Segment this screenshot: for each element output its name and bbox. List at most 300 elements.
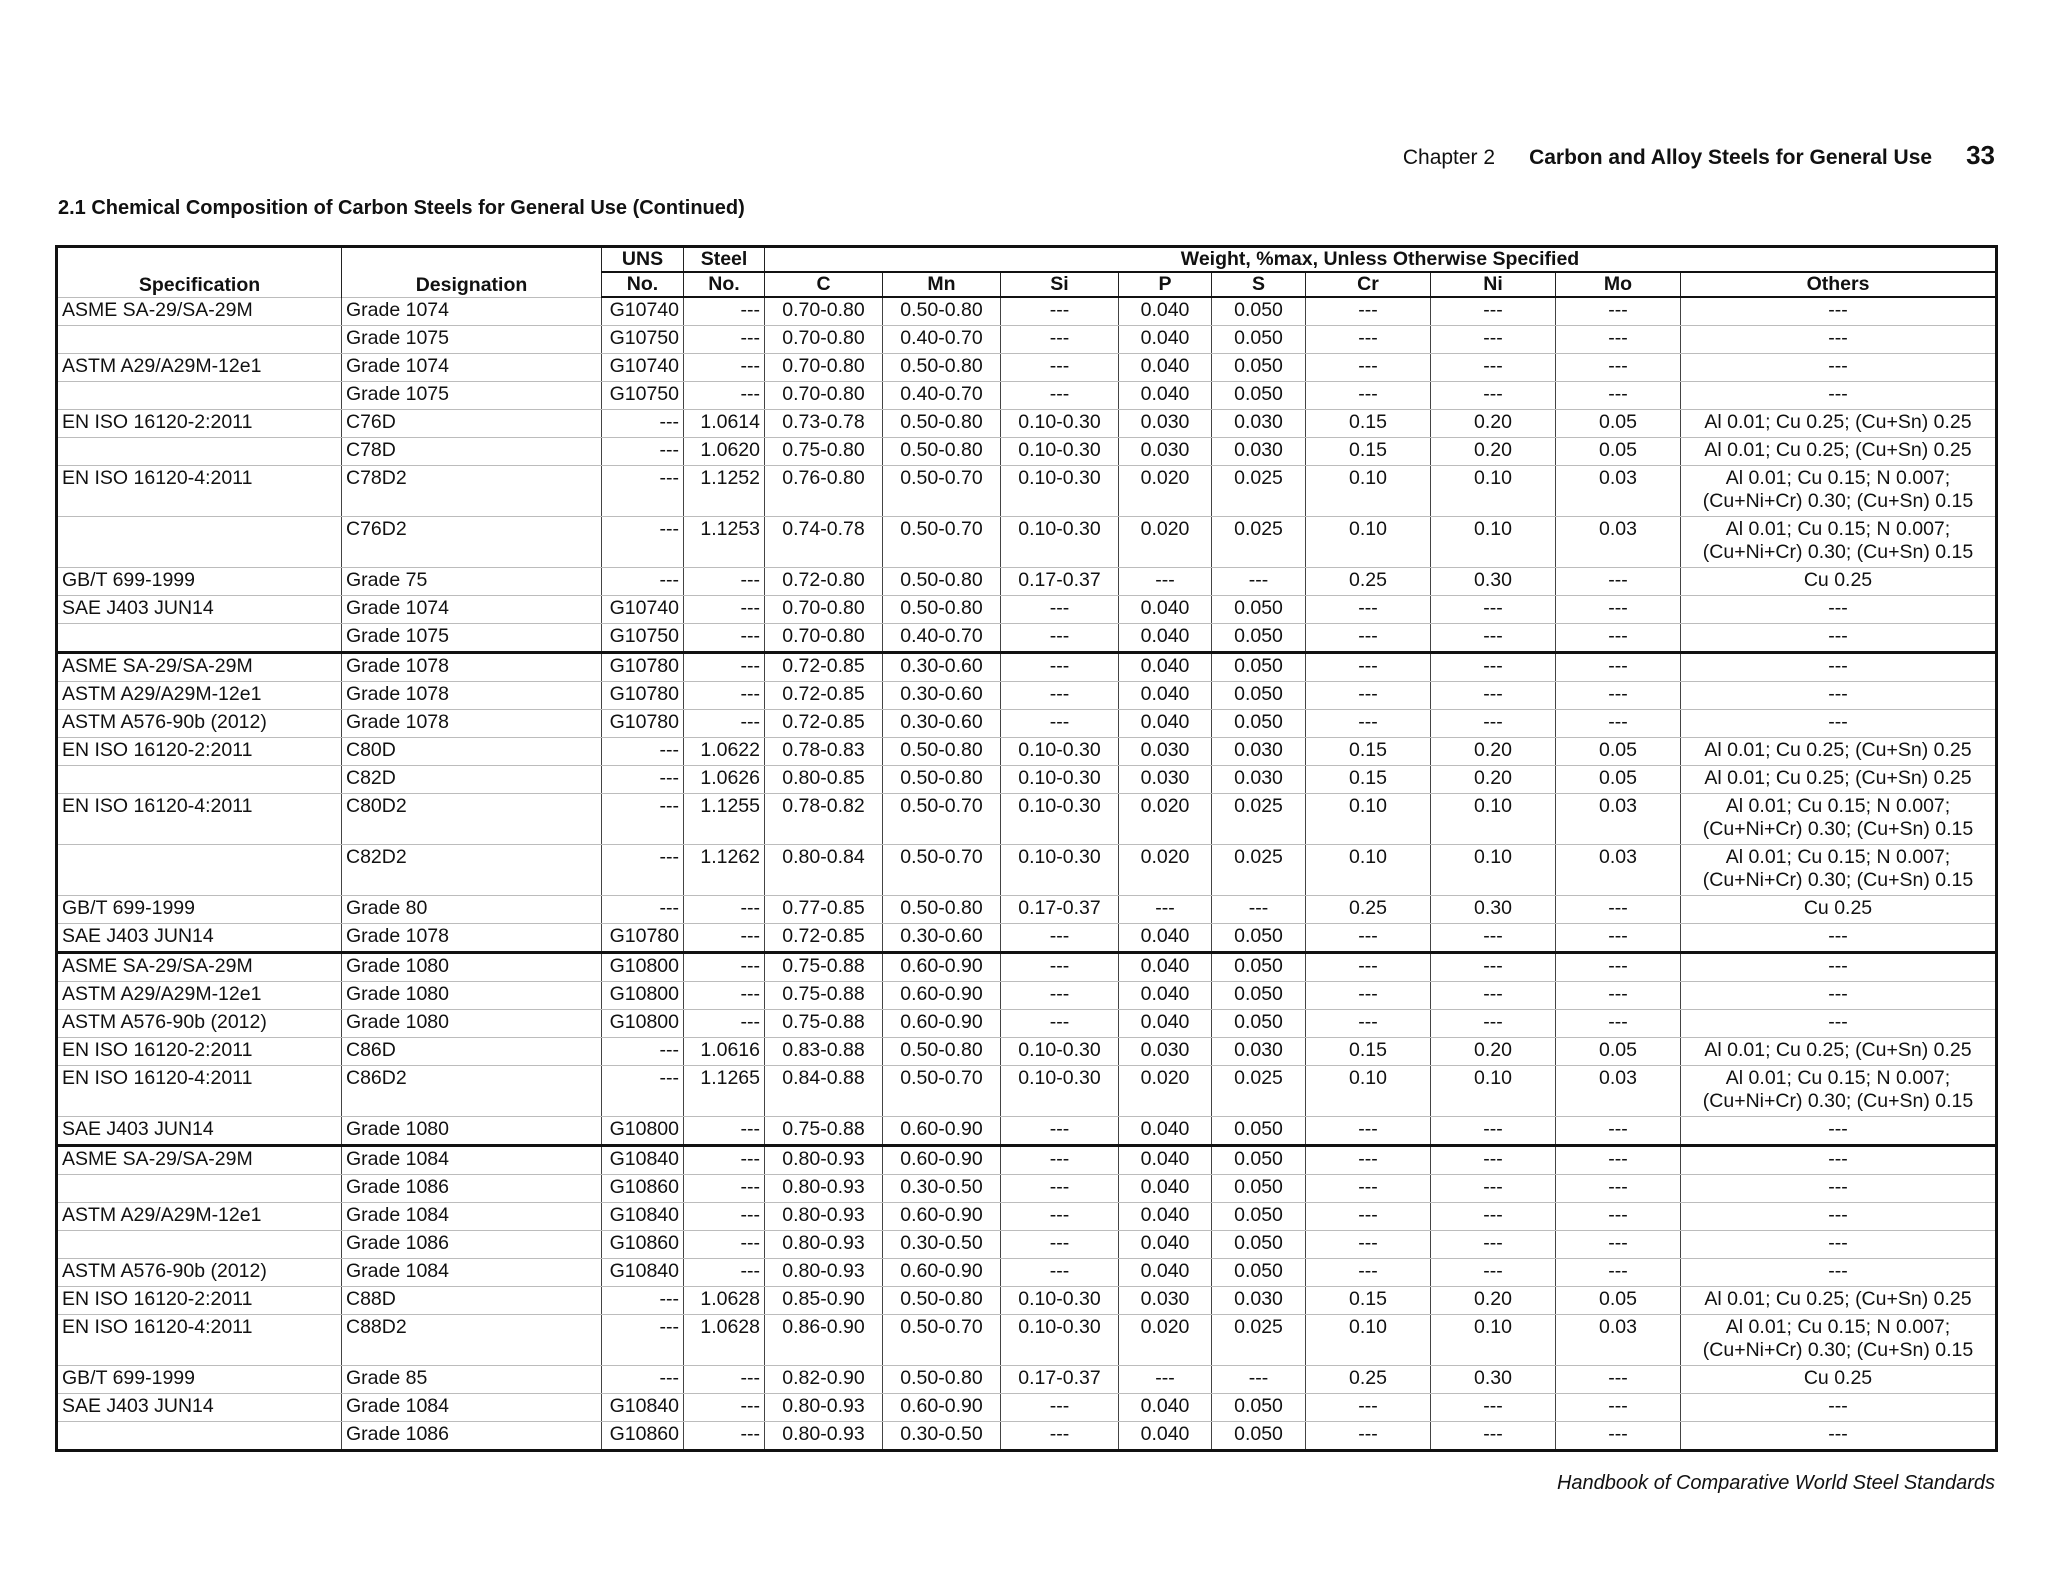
col-header-uns: UNS — [602, 247, 684, 273]
others-line: (Cu+Ni+Cr) 0.30; (Cu+Sn) 0.15 — [1702, 490, 1974, 512]
cell-uns-no: --- — [602, 568, 684, 596]
cell-others — [1681, 766, 1997, 794]
cell-designation: Grade 1084 — [342, 1203, 602, 1231]
cell-ni: --- — [1431, 982, 1556, 1010]
cell-s: 0.050 — [1212, 1394, 1306, 1422]
cell-mo: --- — [1556, 354, 1681, 382]
cell-cr: --- — [1306, 354, 1431, 382]
cell-si: 0.10-0.30 — [1001, 845, 1119, 896]
cell-c: 0.74-0.78 — [765, 517, 883, 568]
cell-uns-no: G10800 — [602, 953, 684, 982]
cell-others — [1681, 1231, 1997, 1259]
cell-steel-no: 1.0616 — [684, 1038, 765, 1066]
cell-specification — [57, 1175, 342, 1203]
cell-ni: --- — [1431, 1117, 1556, 1146]
cell-mn: 0.50-0.70 — [883, 517, 1001, 568]
others-line: --- — [1828, 625, 1848, 647]
cell-c: 0.80-0.84 — [765, 845, 883, 896]
cell-designation: Grade 1074 — [342, 596, 602, 624]
cell-specification: SAE J403 JUN14 — [57, 596, 342, 624]
cell-designation: Grade 1080 — [342, 953, 602, 982]
cell-si: --- — [1001, 1175, 1119, 1203]
cell-ni: --- — [1431, 1203, 1556, 1231]
cell-specification: ASTM A29/A29M-12e1 — [57, 682, 342, 710]
cell-others — [1681, 710, 1997, 738]
cell-cr: --- — [1306, 1394, 1431, 1422]
table-row — [57, 1010, 1997, 1038]
cell-designation: Grade 1080 — [342, 1117, 602, 1146]
cell-others — [1681, 438, 1997, 466]
cell-mn: 0.30-0.50 — [883, 1231, 1001, 1259]
cell-si: --- — [1001, 297, 1119, 326]
cell-c: 0.83-0.88 — [765, 1038, 883, 1066]
cell-designation: C86D2 — [342, 1066, 602, 1117]
cell-cr: 0.25 — [1306, 1366, 1431, 1394]
cell-steel-no: --- — [684, 710, 765, 738]
cell-specification: ASTM A29/A29M-12e1 — [57, 354, 342, 382]
col-header-mo: Mo — [1556, 272, 1681, 297]
table-row — [57, 1066, 1997, 1117]
others-line: --- — [1828, 327, 1848, 349]
col-header-specification: Specification — [57, 247, 342, 298]
cell-mo: 0.05 — [1556, 1038, 1681, 1066]
others-line: (Cu+Ni+Cr) 0.30; (Cu+Sn) 0.15 — [1702, 1339, 1974, 1361]
cell-mn: 0.50-0.70 — [883, 466, 1001, 517]
table-title: 2.1 Chemical Composition of Carbon Steels for General Use (Continued) — [58, 197, 745, 219]
cell-ni: --- — [1431, 1175, 1556, 1203]
cell-c: 0.70-0.80 — [765, 624, 883, 653]
table-row — [57, 1203, 1997, 1231]
cell-specification — [57, 845, 342, 896]
cell-c: 0.75-0.88 — [765, 982, 883, 1010]
cell-c: 0.70-0.80 — [765, 596, 883, 624]
cell-others — [1681, 1287, 1997, 1315]
cell-others — [1681, 517, 1997, 568]
table-row — [57, 382, 1997, 410]
cell-cr: --- — [1306, 953, 1431, 982]
cell-ni: 0.30 — [1431, 1366, 1556, 1394]
cell-mn: 0.40-0.70 — [883, 326, 1001, 354]
cell-specification: GB/T 699-1999 — [57, 896, 342, 924]
cell-steel-no: --- — [684, 297, 765, 326]
cell-steel-no: 1.0614 — [684, 410, 765, 438]
cell-s: 0.050 — [1212, 624, 1306, 653]
table-row — [57, 517, 1997, 568]
cell-si: --- — [1001, 1231, 1119, 1259]
cell-designation: C82D — [342, 766, 602, 794]
cell-designation: C76D — [342, 410, 602, 438]
table-row — [57, 845, 1997, 896]
cell-c: 0.75-0.88 — [765, 953, 883, 982]
others-line: --- — [1828, 299, 1848, 321]
cell-others — [1681, 682, 1997, 710]
cell-uns-no: --- — [602, 1315, 684, 1366]
cell-mo: --- — [1556, 297, 1681, 326]
cell-others — [1681, 738, 1997, 766]
others-line: (Cu+Ni+Cr) 0.30; (Cu+Sn) 0.15 — [1702, 818, 1974, 840]
cell-ni: 0.10 — [1431, 845, 1556, 896]
cell-ni: --- — [1431, 326, 1556, 354]
cell-c: 0.72-0.80 — [765, 568, 883, 596]
others-line: Al 0.01; Cu 0.25; (Cu+Sn) 0.25 — [1704, 767, 1972, 789]
cell-c: 0.82-0.90 — [765, 1366, 883, 1394]
cell-c: 0.75-0.80 — [765, 438, 883, 466]
cell-si: --- — [1001, 710, 1119, 738]
cell-si: 0.10-0.30 — [1001, 766, 1119, 794]
cell-s: 0.030 — [1212, 1038, 1306, 1066]
cell-s: 0.030 — [1212, 766, 1306, 794]
cell-p: 0.040 — [1119, 1422, 1212, 1451]
cell-specification — [57, 624, 342, 653]
others-line: Cu 0.25 — [1803, 897, 1873, 919]
table-row — [57, 1175, 1997, 1203]
cell-p: --- — [1119, 1366, 1212, 1394]
cell-mo: --- — [1556, 924, 1681, 953]
cell-mn: 0.60-0.90 — [883, 1259, 1001, 1287]
cell-si: 0.10-0.30 — [1001, 1315, 1119, 1366]
cell-mo: --- — [1556, 653, 1681, 682]
cell-uns-no: G10780 — [602, 710, 684, 738]
cell-specification: ASME SA-29/SA-29M — [57, 653, 342, 682]
cell-designation: Grade 1086 — [342, 1175, 602, 1203]
others-line: --- — [1828, 955, 1848, 977]
cell-si: --- — [1001, 1259, 1119, 1287]
cell-designation: Grade 1080 — [342, 982, 602, 1010]
cell-p: 0.020 — [1119, 1066, 1212, 1117]
cell-mn: 0.30-0.60 — [883, 653, 1001, 682]
cell-specification: GB/T 699-1999 — [57, 1366, 342, 1394]
cell-mo: --- — [1556, 1394, 1681, 1422]
cell-ni: 0.20 — [1431, 410, 1556, 438]
cell-uns-no: G10740 — [602, 297, 684, 326]
cell-si: 0.10-0.30 — [1001, 1066, 1119, 1117]
cell-ni: --- — [1431, 596, 1556, 624]
cell-steel-no: --- — [684, 653, 765, 682]
cell-mn: 0.50-0.80 — [883, 438, 1001, 466]
cell-uns-no: --- — [602, 896, 684, 924]
cell-ni: --- — [1431, 354, 1556, 382]
table-row — [57, 624, 1997, 653]
table-row — [57, 1117, 1997, 1146]
others-line: --- — [1828, 355, 1848, 377]
cell-steel-no: --- — [684, 382, 765, 410]
cell-specification — [57, 1231, 342, 1259]
cell-c: 0.72-0.85 — [765, 682, 883, 710]
cell-mo: --- — [1556, 624, 1681, 653]
cell-mn: 0.60-0.90 — [883, 1394, 1001, 1422]
cell-mo: --- — [1556, 1010, 1681, 1038]
cell-cr: --- — [1306, 924, 1431, 953]
cell-si: --- — [1001, 1010, 1119, 1038]
cell-mn: 0.50-0.80 — [883, 354, 1001, 382]
col-header-steel-no: No. — [684, 272, 765, 297]
cell-c: 0.80-0.93 — [765, 1175, 883, 1203]
table-row — [57, 982, 1997, 1010]
cell-uns-no: G10750 — [602, 326, 684, 354]
cell-ni: 0.30 — [1431, 568, 1556, 596]
cell-steel-no: --- — [684, 1231, 765, 1259]
table-row — [57, 1422, 1997, 1451]
cell-mn: 0.30-0.60 — [883, 710, 1001, 738]
cell-c: 0.80-0.93 — [765, 1203, 883, 1231]
cell-steel-no: --- — [684, 326, 765, 354]
cell-si: --- — [1001, 982, 1119, 1010]
cell-p: 0.030 — [1119, 1038, 1212, 1066]
cell-mn: 0.40-0.70 — [883, 382, 1001, 410]
cell-si: 0.10-0.30 — [1001, 738, 1119, 766]
cell-mo: 0.05 — [1556, 410, 1681, 438]
cell-mo: 0.05 — [1556, 766, 1681, 794]
cell-p: 0.030 — [1119, 738, 1212, 766]
cell-si: --- — [1001, 1146, 1119, 1175]
cell-designation: Grade 85 — [342, 1366, 602, 1394]
cell-uns-no: --- — [602, 1287, 684, 1315]
cell-mo: --- — [1556, 1422, 1681, 1451]
cell-steel-no: 1.1252 — [684, 466, 765, 517]
composition-table-container — [55, 245, 1995, 1452]
cell-others — [1681, 568, 1997, 596]
cell-cr: 0.10 — [1306, 466, 1431, 517]
cell-ni: --- — [1431, 1010, 1556, 1038]
cell-steel-no: --- — [684, 896, 765, 924]
table-row — [57, 1259, 1997, 1287]
cell-others — [1681, 466, 1997, 517]
cell-p: 0.040 — [1119, 1394, 1212, 1422]
cell-steel-no: 1.0622 — [684, 738, 765, 766]
cell-cr: --- — [1306, 1146, 1431, 1175]
cell-designation: C76D2 — [342, 517, 602, 568]
cell-s: 0.050 — [1212, 924, 1306, 953]
others-line: --- — [1828, 1176, 1848, 1198]
cell-others — [1681, 1315, 1997, 1366]
cell-others — [1681, 982, 1997, 1010]
others-line: --- — [1828, 1148, 1848, 1170]
cell-mn: 0.60-0.90 — [883, 1146, 1001, 1175]
table-body — [57, 297, 1997, 1451]
cell-ni: 0.20 — [1431, 1038, 1556, 1066]
table-row — [57, 1146, 1997, 1175]
cell-c: 0.72-0.85 — [765, 653, 883, 682]
cell-others — [1681, 896, 1997, 924]
cell-s: 0.050 — [1212, 1146, 1306, 1175]
cell-s: 0.030 — [1212, 438, 1306, 466]
cell-steel-no: --- — [684, 624, 765, 653]
cell-cr: --- — [1306, 1231, 1431, 1259]
cell-mn: 0.50-0.80 — [883, 738, 1001, 766]
cell-others — [1681, 1422, 1997, 1451]
cell-mo: --- — [1556, 596, 1681, 624]
table-row — [57, 1231, 1997, 1259]
cell-mo: --- — [1556, 1203, 1681, 1231]
cell-cr: --- — [1306, 982, 1431, 1010]
cell-s: --- — [1212, 568, 1306, 596]
cell-others — [1681, 653, 1997, 682]
cell-mn: 0.30-0.60 — [883, 682, 1001, 710]
cell-p: 0.040 — [1119, 710, 1212, 738]
cell-steel-no: --- — [684, 1259, 765, 1287]
cell-designation: C78D — [342, 438, 602, 466]
cell-steel-no: --- — [684, 1175, 765, 1203]
cell-others — [1681, 326, 1997, 354]
cell-ni: --- — [1431, 624, 1556, 653]
cell-mo: 0.03 — [1556, 1315, 1681, 1366]
cell-ni: --- — [1431, 1231, 1556, 1259]
cell-si: --- — [1001, 682, 1119, 710]
others-line: --- — [1828, 655, 1848, 677]
cell-specification: ASTM A576-90b (2012) — [57, 1259, 342, 1287]
cell-si: --- — [1001, 354, 1119, 382]
cell-c: 0.85-0.90 — [765, 1287, 883, 1315]
cell-designation: Grade 1086 — [342, 1231, 602, 1259]
cell-si: --- — [1001, 653, 1119, 682]
cell-uns-no: G10800 — [602, 1117, 684, 1146]
cell-s: 0.050 — [1212, 653, 1306, 682]
cell-ni: 0.20 — [1431, 738, 1556, 766]
cell-specification: SAE J403 JUN14 — [57, 1117, 342, 1146]
cell-s: 0.050 — [1212, 1422, 1306, 1451]
others-line: (Cu+Ni+Cr) 0.30; (Cu+Sn) 0.15 — [1702, 1090, 1974, 1112]
cell-specification: ASME SA-29/SA-29M — [57, 1146, 342, 1175]
cell-c: 0.80-0.93 — [765, 1231, 883, 1259]
cell-mn: 0.50-0.70 — [883, 794, 1001, 845]
cell-p: 0.040 — [1119, 1259, 1212, 1287]
cell-designation: C78D2 — [342, 466, 602, 517]
cell-p: 0.040 — [1119, 653, 1212, 682]
cell-p: 0.020 — [1119, 466, 1212, 517]
cell-uns-no: G10860 — [602, 1175, 684, 1203]
cell-ni: --- — [1431, 953, 1556, 982]
cell-uns-no: G10750 — [602, 624, 684, 653]
cell-s: 0.050 — [1212, 354, 1306, 382]
book-footer: Handbook of Comparative World Steel Standards — [1556, 1472, 1995, 1494]
cell-steel-no: 1.1262 — [684, 845, 765, 896]
cell-mo: --- — [1556, 1117, 1681, 1146]
cell-uns-no: --- — [602, 845, 684, 896]
cell-designation: C86D — [342, 1038, 602, 1066]
cell-mo: --- — [1556, 896, 1681, 924]
cell-others — [1681, 845, 1997, 896]
col-header-cr: Cr — [1306, 272, 1431, 297]
cell-others — [1681, 1175, 1997, 1203]
cell-ni: 0.30 — [1431, 896, 1556, 924]
cell-uns-no: --- — [602, 438, 684, 466]
cell-uns-no: G10800 — [602, 1010, 684, 1038]
cell-steel-no: --- — [684, 924, 765, 953]
cell-uns-no: G10780 — [602, 924, 684, 953]
cell-si: 0.10-0.30 — [1001, 410, 1119, 438]
others-line: Al 0.01; Cu 0.15; N 0.007; — [1725, 1067, 1951, 1089]
cell-c: 0.75-0.88 — [765, 1010, 883, 1038]
cell-steel-no: --- — [684, 1010, 765, 1038]
table-row — [57, 596, 1997, 624]
col-header-weight-group: Weight, %max, Unless Otherwise Specified — [765, 247, 1997, 273]
table-row — [57, 738, 1997, 766]
cell-mn: 0.60-0.90 — [883, 1117, 1001, 1146]
cell-ni: --- — [1431, 1394, 1556, 1422]
cell-p: 0.040 — [1119, 924, 1212, 953]
cell-designation: C80D2 — [342, 794, 602, 845]
cell-si: --- — [1001, 1203, 1119, 1231]
cell-steel-no: 1.1253 — [684, 517, 765, 568]
cell-designation: Grade 75 — [342, 568, 602, 596]
cell-designation: Grade 1078 — [342, 682, 602, 710]
col-header-ni: Ni — [1431, 272, 1556, 297]
cell-cr: --- — [1306, 710, 1431, 738]
cell-others — [1681, 1259, 1997, 1287]
cell-si: 0.10-0.30 — [1001, 794, 1119, 845]
cell-si: 0.17-0.37 — [1001, 1366, 1119, 1394]
cell-mn: 0.60-0.90 — [883, 982, 1001, 1010]
cell-s: 0.050 — [1212, 682, 1306, 710]
cell-others — [1681, 1394, 1997, 1422]
cell-uns-no: G10780 — [602, 682, 684, 710]
table-row — [57, 1394, 1997, 1422]
cell-s: 0.050 — [1212, 382, 1306, 410]
cell-p: 0.030 — [1119, 1287, 1212, 1315]
cell-uns-no: G10860 — [602, 1422, 684, 1451]
others-line: --- — [1828, 1118, 1848, 1140]
cell-specification — [57, 382, 342, 410]
cell-designation: C80D — [342, 738, 602, 766]
cell-c: 0.77-0.85 — [765, 896, 883, 924]
cell-si: 0.17-0.37 — [1001, 568, 1119, 596]
cell-p: 0.040 — [1119, 1231, 1212, 1259]
cell-si: 0.17-0.37 — [1001, 896, 1119, 924]
cell-uns-no: --- — [602, 1066, 684, 1117]
cell-s: 0.050 — [1212, 982, 1306, 1010]
cell-ni: --- — [1431, 710, 1556, 738]
cell-mo: --- — [1556, 1231, 1681, 1259]
cell-c: 0.78-0.82 — [765, 794, 883, 845]
cell-s: 0.050 — [1212, 1231, 1306, 1259]
col-header-uns-no: No. — [602, 272, 684, 297]
table-row — [57, 710, 1997, 738]
cell-ni: --- — [1431, 382, 1556, 410]
cell-mn: 0.30-0.50 — [883, 1175, 1001, 1203]
table-row — [57, 438, 1997, 466]
cell-steel-no: --- — [684, 1394, 765, 1422]
cell-p: 0.040 — [1119, 624, 1212, 653]
cell-p: 0.040 — [1119, 1117, 1212, 1146]
cell-mo: 0.03 — [1556, 794, 1681, 845]
cell-specification: EN ISO 16120-4:2011 — [57, 466, 342, 517]
cell-c: 0.72-0.85 — [765, 924, 883, 953]
cell-specification: EN ISO 16120-4:2011 — [57, 1315, 342, 1366]
cell-others — [1681, 1010, 1997, 1038]
cell-mo: 0.03 — [1556, 517, 1681, 568]
table-row — [57, 653, 1997, 682]
cell-specification — [57, 517, 342, 568]
cell-mo: --- — [1556, 710, 1681, 738]
table-row — [57, 1315, 1997, 1366]
cell-cr: --- — [1306, 297, 1431, 326]
others-line: Al 0.01; Cu 0.15; N 0.007; — [1725, 518, 1951, 540]
table-row — [57, 766, 1997, 794]
table-row — [57, 794, 1997, 845]
cell-designation: Grade 1080 — [342, 1010, 602, 1038]
cell-ni: 0.20 — [1431, 1287, 1556, 1315]
others-line: Al 0.01; Cu 0.15; N 0.007; — [1725, 1316, 1951, 1338]
cell-designation: Grade 1075 — [342, 382, 602, 410]
col-header-mn: Mn — [883, 272, 1001, 297]
cell-mn: 0.50-0.80 — [883, 410, 1001, 438]
col-header-steel: Steel — [684, 247, 765, 273]
cell-ni: --- — [1431, 653, 1556, 682]
cell-c: 0.80-0.93 — [765, 1259, 883, 1287]
cell-mn: 0.60-0.90 — [883, 1203, 1001, 1231]
cell-si: --- — [1001, 1422, 1119, 1451]
cell-specification: EN ISO 16120-2:2011 — [57, 1287, 342, 1315]
